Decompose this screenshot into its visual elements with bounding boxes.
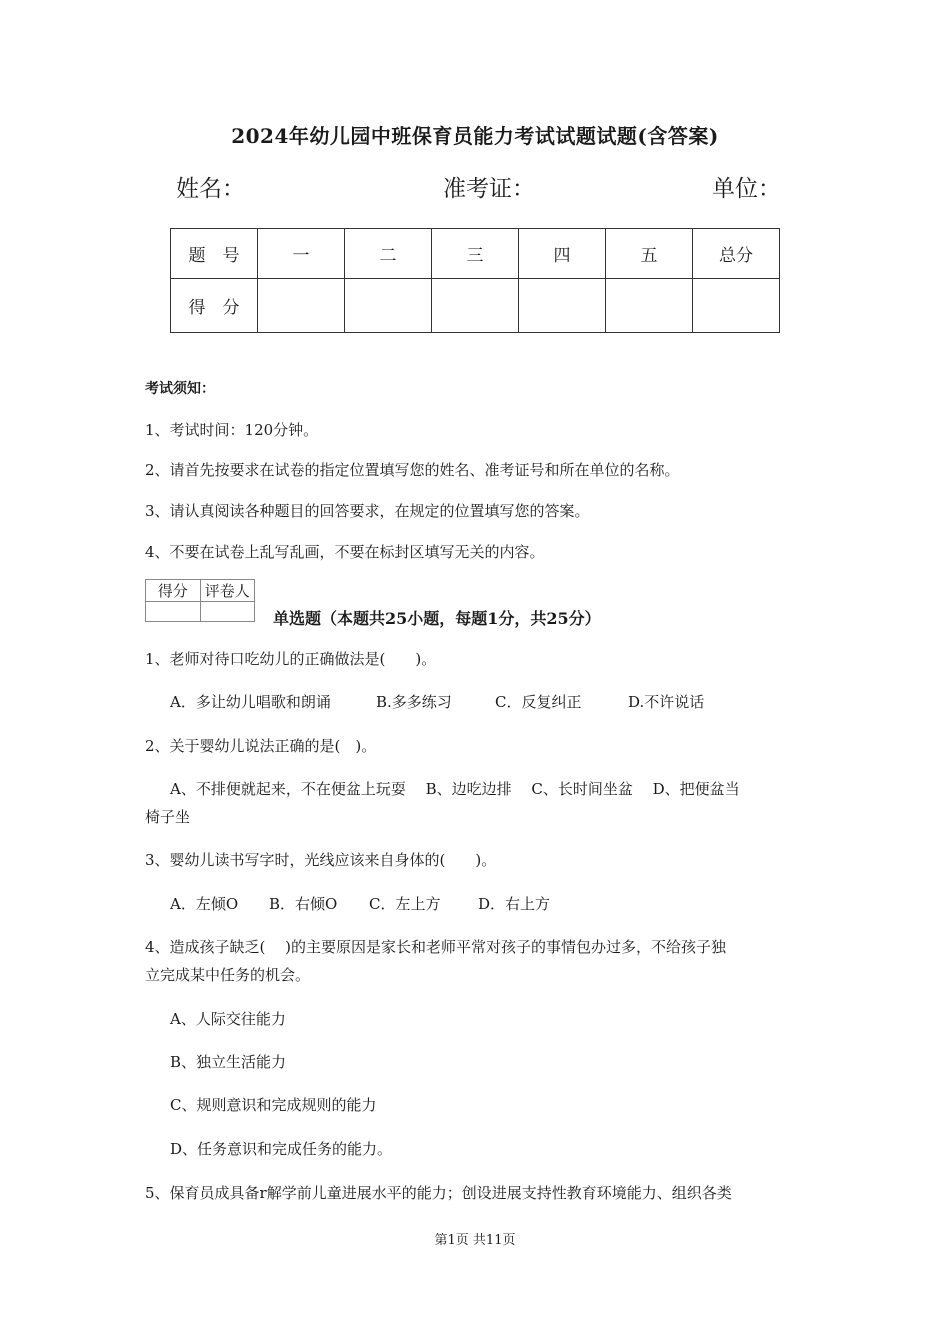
question-4-option-d: D、任务意识和完成任务的能力。 [170,1140,393,1158]
question-1-stem: 1、老师对待口吃幼儿的正确做法是( )。 [145,650,437,668]
question-3-option-b: B．右倾O [269,895,338,913]
question-4-option-b: B、独立生活能力 [170,1053,287,1071]
score-table [170,228,780,333]
name-label: 姓名： [176,176,245,202]
question-3-stem: 3、婴幼儿读书写字时，光线应该来自身体的( )。 [145,851,497,869]
question-2-options-continued: 椅子坐 [145,808,191,826]
note-item: 2、请首先按要求在试卷的指定位置填写您的姓名、准考证号和所在单位的名称。 [145,461,680,479]
score-cell-3[interactable] [432,279,519,333]
question-1-option-a: A．多让幼儿唱歌和朗诵 [170,693,331,711]
question-1-option-b: B.多多练习 [376,693,452,711]
grader-reviewer-label: 评卷人 [200,580,255,602]
section-title: 单选题（本题共25小题，每题1分，共25分） [273,609,601,628]
header-section-1: 一 [258,229,345,279]
score-table-header-row [171,229,780,279]
score-cell-2[interactable] [345,279,432,333]
page-title: 2024年幼儿园中班保育员能力考试试题试题(含答案) [231,124,719,148]
score-cell-total[interactable] [693,279,780,333]
score-table-score-row [171,279,780,333]
grader-box [145,579,255,622]
question-4-option-c: C、规则意识和完成规则的能力 [170,1096,377,1114]
grader-score-cell[interactable] [146,602,201,622]
grader-score-label: 得分 [146,580,201,602]
question-2-stem: 2、关于婴幼儿说法正确的是( )。 [145,737,377,755]
grader-reviewer-cell[interactable] [200,602,255,622]
header-section-5: 五 [606,229,693,279]
question-3-option-d: D．右上方 [478,895,551,913]
header-section-2: 二 [345,229,432,279]
header-section-4: 四 [519,229,606,279]
header-section-3: 三 [432,229,519,279]
question-2-options: A、不排便就起来，不在便盆上玩耍 B、边吃边排 C、长时间坐盆 D、把便盆当 [170,780,740,798]
note-item: 1、考试时间：120分钟。 [145,421,319,439]
notes-title: 考试须知： [145,381,215,397]
header-total: 总分 [693,229,780,279]
question-5-stem: 5、保育员成具备r解学前儿童进展水平的能力；创设进展支持性教育环境能力、组织各类 [145,1184,732,1202]
note-item: 3、请认真阅读各种题目的回答要求，在规定的位置填写您的答案。 [145,502,590,520]
score-cell-5[interactable] [606,279,693,333]
score-cell-4[interactable] [519,279,606,333]
page-footer: 第1页 共11页 [434,1233,516,1248]
question-4-stem: 4、造成孩子缺乏( )的主要原因是家长和老师平常对孩子的事情包办过多，不给孩子独 [145,938,727,956]
exam-id-label: 准考证： [443,176,535,202]
question-3-option-a: A．左倾O [170,895,239,913]
score-label: 得 分 [171,279,258,333]
header-question-no: 题 号 [171,229,258,279]
question-1-option-c: C．反复纠正 [495,693,582,711]
question-4-stem-continued: 立完成某中任务的机会。 [145,966,311,984]
note-item: 4、不要在试卷上乱写乱画，不要在标封区填写无关的内容。 [145,543,545,561]
question-4-option-a: A、人际交往能力 [170,1010,286,1028]
unit-label: 单位： [712,176,781,202]
question-3-option-c: C．左上方 [369,895,441,913]
score-cell-1[interactable] [258,279,345,333]
question-1-option-d: D.不许说话 [628,693,705,711]
